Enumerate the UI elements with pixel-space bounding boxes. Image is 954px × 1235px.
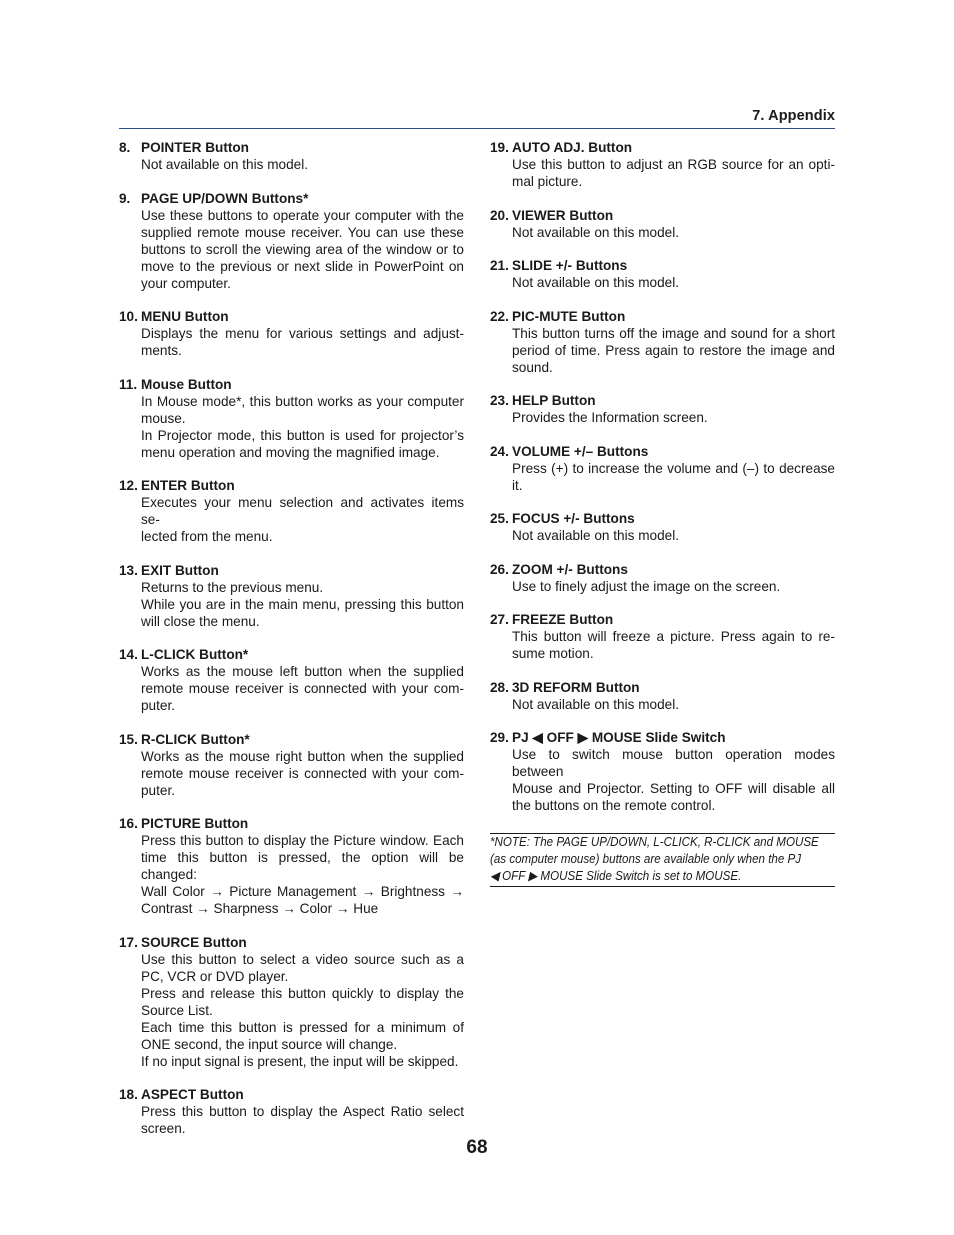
item-number: 19. [490,140,509,155]
description-line: Displays the menu for various settings and adjust- [141,326,464,341]
item-description [141,1103,464,1137]
description-line: Not available on this model. [512,528,679,543]
item-number: 16. [119,816,138,831]
description-line: period of time. Press again to restore the image and [512,342,835,358]
item-number: 18. [119,1087,138,1102]
item-number: 26. [490,561,509,577]
item-number: 15. [119,731,138,747]
description-line: In Projector mode, this button is used for projector’s [141,427,464,443]
list-item [119,139,464,173]
description-line: Press (+) to increase the volume and (–) to decrease [512,460,835,476]
list-item [490,308,835,376]
description-line: Mouse and Projector. Setting to OFF will disable all [512,781,835,796]
right-column [490,139,835,831]
item-title: Mouse Button [141,376,232,392]
item-title: FREEZE Button [512,612,614,627]
item-number: 25. [490,511,509,526]
item-description [512,628,835,662]
item-title: ENTER Button [141,478,235,493]
list-item [119,477,464,545]
description-line: Not available on this model. [512,696,679,712]
description-line: the buttons on the remote control. [512,798,716,813]
description-line: Not available on this model. [512,275,679,290]
description-line: Works as the mouse right button when the supplied [141,748,464,764]
item-number: 8. [119,140,131,155]
item-title: R-CLICK Button* [141,731,250,747]
item-title: POINTER Button [141,140,249,155]
description-line: Press this button to display the Aspect Ratio select [141,1104,464,1119]
item-description [141,579,464,630]
description-line: Provides the Information screen. [512,410,708,425]
item-number: 24. [490,443,509,459]
description-line: menu operation and moving the magnified image. [141,444,440,460]
description-line: it. [512,477,523,493]
list-item [490,257,835,291]
item-description [141,494,464,545]
list-item [119,815,464,917]
list-item [490,679,835,713]
list-item [490,561,835,595]
item-description [512,409,835,426]
description-line: Wall Color → Picture Management → Brightness → [141,884,464,899]
item-number: 11. [119,376,138,392]
item-number: 13. [119,562,138,578]
section-title: 7. Appendix [752,108,835,124]
item-number: 20. [490,207,509,223]
description-line: ONE second, the input source will change. [141,1036,398,1052]
description-line: puter. [141,698,176,713]
left-column [119,139,464,1154]
item-description [141,832,464,917]
description-line: will close the menu. [141,613,260,629]
description-line: Contrast → Sharpness → Color → Hue [141,901,379,916]
item-title: VOLUME +/– Buttons [512,443,649,459]
description-line: Works as the mouse left button when the supplied [141,664,464,679]
item-description [512,224,835,241]
description-line: Not available on this model. [512,224,679,240]
item-number: 29. [490,730,509,745]
list-item [490,392,835,426]
item-title: FOCUS +/- Buttons [512,511,635,526]
footnote-box [490,833,835,887]
item-title: PIC-MUTE Button [512,308,626,324]
item-title: 3D REFORM Button [512,679,640,695]
item-number: 12. [119,478,138,493]
description-line: Source List. [141,1002,213,1018]
page-number: 68 [466,1137,488,1158]
footnote-line: *NOTE: The PAGE UP/DOWN, L-CLICK, R-CLICK and MOUSE [490,835,819,849]
description-line: In Mouse mode*, this button works as your computer [141,393,464,409]
item-title: EXIT Button [141,562,219,578]
list-item [119,308,464,359]
description-line: mouse. [141,410,186,426]
list-item [119,934,464,1070]
list-item [119,190,464,292]
description-line: Executes your menu selection and activates items se- [141,495,464,527]
item-description [512,578,835,595]
description-line: time this button is pressed, the option will be changed: [141,850,464,882]
description-line: screen. [141,1121,186,1136]
description-line: PC, VCR or DVD player. [141,968,289,984]
item-title: SLIDE +/- Buttons [512,258,628,273]
item-description [512,746,835,814]
description-line: While you are in the main menu, pressing this button [141,596,464,612]
description-line: puter. [141,782,176,798]
list-item [490,139,835,190]
item-description [512,325,835,376]
list-item [490,510,835,544]
description-line: Use this button to adjust an RGB source for an opti- [512,157,835,172]
list-item [490,729,835,814]
item-description [512,274,835,291]
item-number: 27. [490,612,509,627]
description-line: Press and release this button quickly to display the [141,985,464,1001]
item-description [512,156,835,190]
item-title: ASPECT Button [141,1087,244,1102]
item-number: 21. [490,258,509,273]
description-line: Use to finely adjust the image on the screen. [512,578,781,594]
description-line: mal picture. [512,174,583,189]
description-line: If no input signal is present, the input will be skipped. [141,1053,459,1069]
item-description [141,207,464,292]
footnote-line: (as computer mouse) buttons are available only when the PJ [490,852,802,866]
item-number: 9. [119,190,131,206]
description-line: remote mouse receiver is connected with your com- [141,765,464,781]
item-number: 14. [119,647,138,662]
item-number: 17. [119,934,138,950]
item-description [512,696,835,713]
list-item [490,207,835,241]
item-number: 10. [119,309,138,324]
list-item [119,376,464,461]
description-line: ments. [141,343,182,358]
item-description [141,951,464,1070]
item-description [141,748,464,799]
description-line: sound. [512,359,553,375]
description-line: Each time this button is pressed for a minimum of [141,1019,464,1035]
item-title: MENU Button [141,309,229,324]
description-line: This button turns off the image and sound for a short [512,325,835,341]
description-line: sume motion. [512,646,594,661]
footnote-line: ◀ OFF ▶ MOUSE Slide Switch is set to MOUSE. [490,869,742,883]
item-title: AUTO ADJ. Button [512,140,633,155]
item-title: PJ ◀ OFF ▶ MOUSE Slide Switch [512,730,726,745]
description-line: move to the previous or next slide in PowerPoint on [141,258,464,274]
item-title: HELP Button [512,393,596,408]
item-description [141,156,464,173]
description-line: supplied remote mouse receiver. You can use these [141,224,464,240]
list-item [490,443,835,494]
description-line: Not available on this model. [141,157,308,172]
item-title: PICTURE Button [141,816,249,831]
description-line: Use these buttons to operate your computer with the [141,207,464,223]
item-description [141,325,464,359]
description-line: remote mouse receiver is connected with your com- [141,681,464,696]
list-item [119,562,464,630]
item-title: VIEWER Button [512,207,614,223]
item-number: 22. [490,308,509,324]
description-line: Press this button to display the Picture window. Each [141,833,464,848]
item-number: 28. [490,679,509,695]
header-divider [119,128,835,129]
list-item [119,731,464,799]
item-title: PAGE UP/DOWN Buttons* [141,190,309,206]
description-line: Use this button to select a video source such as a [141,951,464,967]
item-title: L-CLICK Button* [141,647,249,662]
description-line: Use to switch mouse button operation modes between [512,747,835,779]
item-title: SOURCE Button [141,934,247,950]
item-description [512,460,835,494]
item-title: ZOOM +/- Buttons [512,561,628,577]
description-line: lected from the menu. [141,529,273,544]
description-line: your computer. [141,275,231,291]
list-item [119,646,464,714]
description-line: buttons to scroll the viewing area of the window or to [141,241,464,257]
item-number: 23. [490,393,509,408]
item-description [512,527,835,544]
list-item [490,611,835,662]
item-description [141,393,464,461]
item-description [141,663,464,714]
description-line: This button will freeze a picture. Press again to re- [512,629,835,644]
list-item [119,1086,464,1137]
description-line: Returns to the previous menu. [141,579,324,595]
